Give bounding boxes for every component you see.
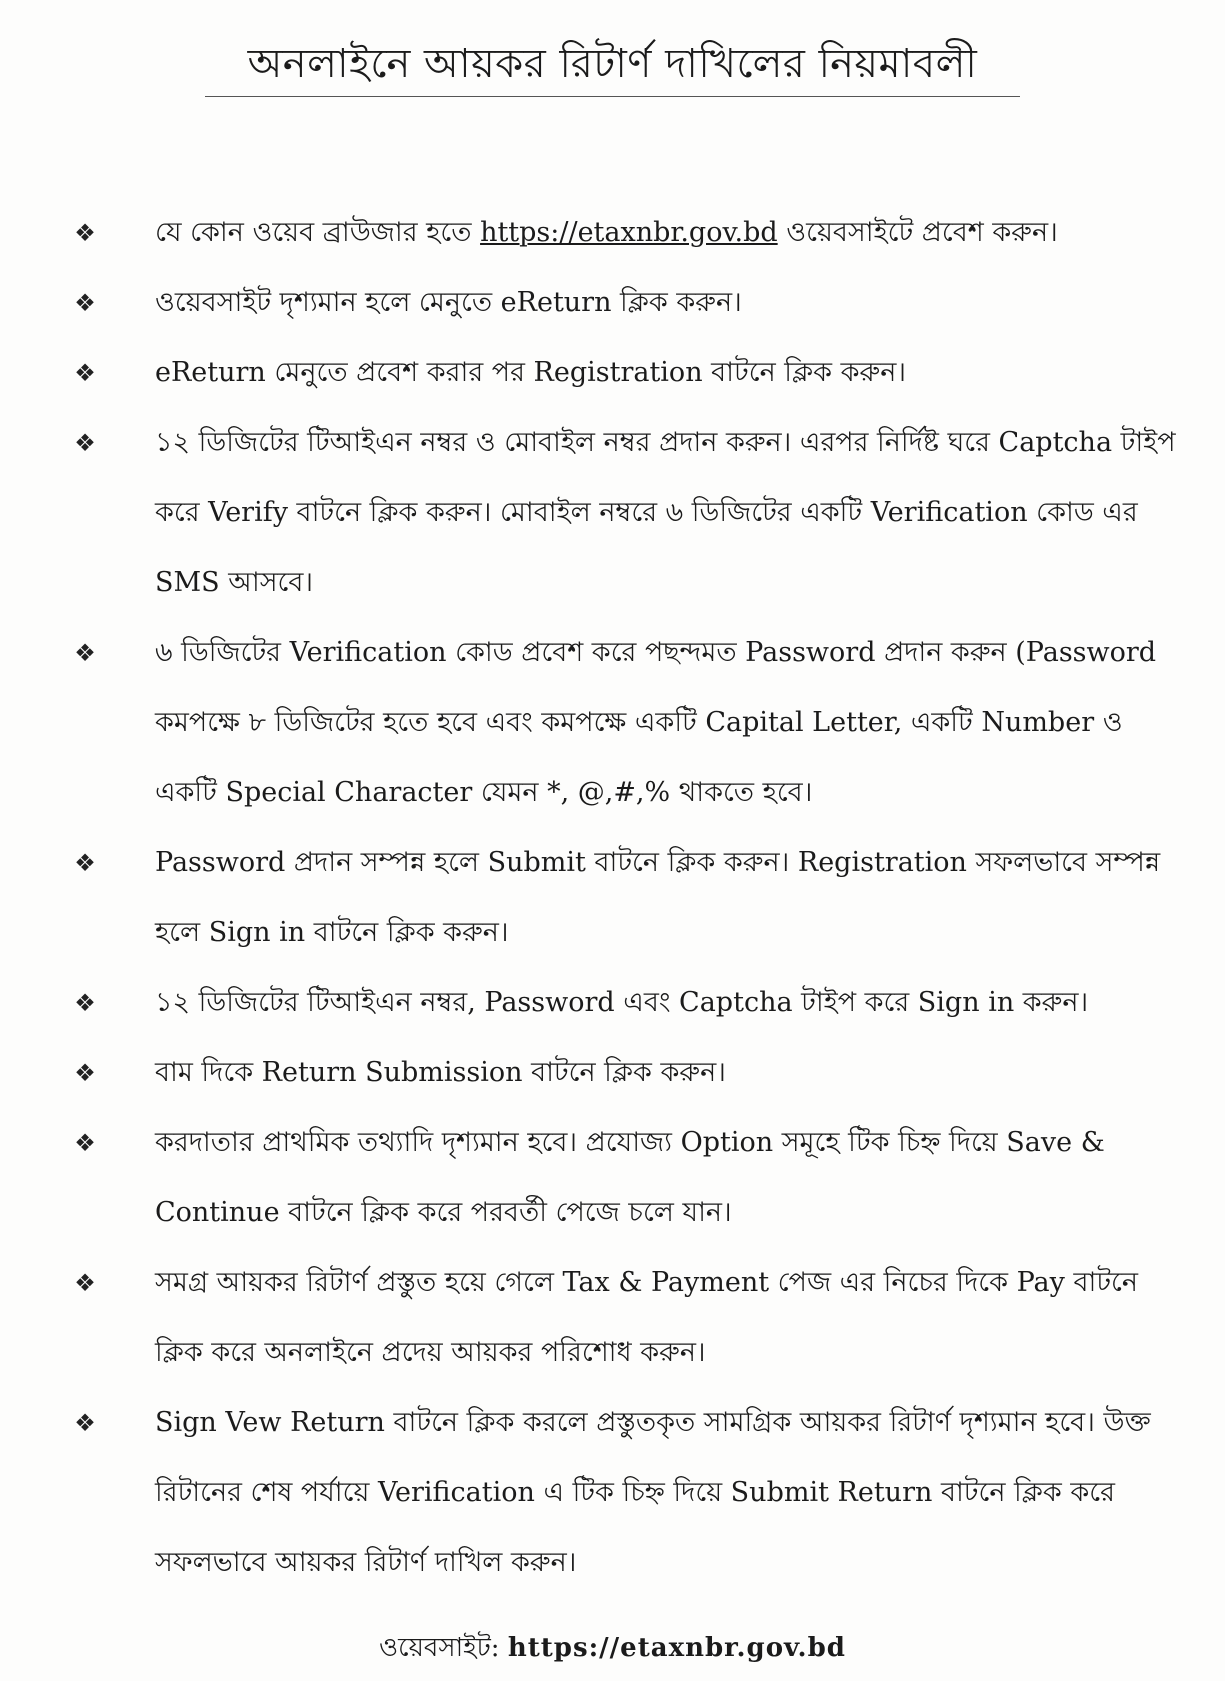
footer-website [0, 1628, 1225, 1668]
rule-item-1 [55, 198, 1190, 268]
rule-item-3 [55, 338, 1190, 408]
footer-label: ওয়েবসাইট: [379, 1633, 500, 1663]
etax-link[interactable]: https://etaxnbr.gov.bd [480, 217, 778, 248]
rule-text: সমগ্র আয়কর রিটার্ণ প্রস্তুত হয়ে গেলে Tax & Payment পেজ এর নিচের দিকে Pay বাটনে ক্লিক করে অনলাইনে প্রদেয় আয়কর পরিশোধ করুন। [155, 1267, 1138, 1368]
diamond-bullet-icon: ❖ [74, 219, 96, 247]
rule-text: ৬ ডিজিটের Verification কোড প্রবেশ করে পছন্দমত Password প্রদান করুন (Password কমপক্ষে ৮ ডিজিটের হতে হবে এবং কমপক্ষে একটি Capital Letter, একটি Number ও একটি Special Character যেমন *, @,#,% থাকতে হবে। [155, 637, 1157, 808]
diamond-bullet-icon: ❖ [74, 359, 96, 387]
diamond-bullet-icon: ❖ [74, 289, 96, 317]
title-underline [205, 96, 1020, 97]
rule-text: বাম দিকে Return Submission বাটনে ক্লিক করুন। [155, 1057, 726, 1088]
rule-item-4 [55, 408, 1190, 618]
diamond-bullet-icon: ❖ [74, 1059, 96, 1087]
rule-text-after: ওয়েবসাইটে প্রবেশ করুন। [777, 217, 1058, 248]
diamond-bullet-icon: ❖ [74, 429, 96, 457]
rule-item-7 [55, 968, 1190, 1038]
diamond-bullet-icon: ❖ [74, 1269, 96, 1297]
rule-text: Sign Vew Return বাটনে ক্লিক করলে প্রস্তুতকৃত সামগ্রিক আয়কর রিটার্ণ দৃশ্যমান হবে। উক্ত রিটানের শেষ পর্যায়ে Verification এ টিক চিহ্ন দিয়ে Submit Return বাটনে ক্লিক করে সফলভাবে আয়কর রিটার্ণ দাখিল করুন। [155, 1407, 1151, 1578]
rule-text [155, 198, 1190, 268]
rule-item-6 [55, 828, 1190, 968]
rule-text-before: যে কোন ওয়েব ব্রাউজার হতে [155, 217, 481, 248]
rule-text: ১২ ডিজিটের টিআইএন নম্বর ও মোবাইল নম্বর প্রদান করুন। এরপর নির্দিষ্ট ঘরে Captcha টাইপ করে Verify বাটনে ক্লিক করুন। মোবাইল নম্বরে ৬ ডিজিটের একটি Verification কোড এর SMS আসবে। [155, 427, 1176, 598]
rule-item-2 [55, 268, 1190, 338]
rule-item-8 [55, 1038, 1190, 1108]
rule-text: eReturn মেনুতে প্রবেশ করার পর Registration বাটনে ক্লিক করুন। [155, 357, 906, 388]
diamond-bullet-icon: ❖ [74, 639, 96, 667]
rule-text: করদাতার প্রাথমিক তথ্যাদি দৃশ্যমান হবে। প্রযোজ্য Option সমূহে টিক চিহ্ন দিয়ে Save & Continue বাটনে ক্লিক করে পরবর্তী পেজে চলে যান। [155, 1127, 1105, 1228]
diamond-bullet-icon: ❖ [74, 989, 96, 1017]
rules-list [55, 198, 1190, 1598]
rule-text: ওয়েবসাইট দৃশ্যমান হলে মেনুতে eReturn ক্লিক করুন। [155, 287, 742, 318]
rule-item-9 [55, 1108, 1190, 1248]
rule-text: ১২ ডিজিটের টিআইএন নম্বর, Password এবং Captcha টাইপ করে Sign in করুন। [155, 987, 1089, 1018]
rule-item-10 [55, 1248, 1190, 1388]
page-title: অনলাইনে আয়কর রিটার্ণ দাখিলের নিয়মাবলী [247, 41, 978, 87]
rule-item-11 [55, 1388, 1190, 1598]
footer-url-link[interactable]: https://etaxnbr.gov.bd [507, 1633, 846, 1663]
rule-text: Password প্রদান সম্পন্ন হলে Submit বাটনে ক্লিক করুন। Registration সফলভাবে সম্পন্ন হলে Sign in বাটনে ক্লিক করুন। [155, 847, 1161, 948]
rule-item-5 [55, 618, 1190, 828]
diamond-bullet-icon: ❖ [74, 1129, 96, 1157]
diamond-bullet-icon: ❖ [74, 849, 96, 877]
diamond-bullet-icon: ❖ [74, 1409, 96, 1437]
